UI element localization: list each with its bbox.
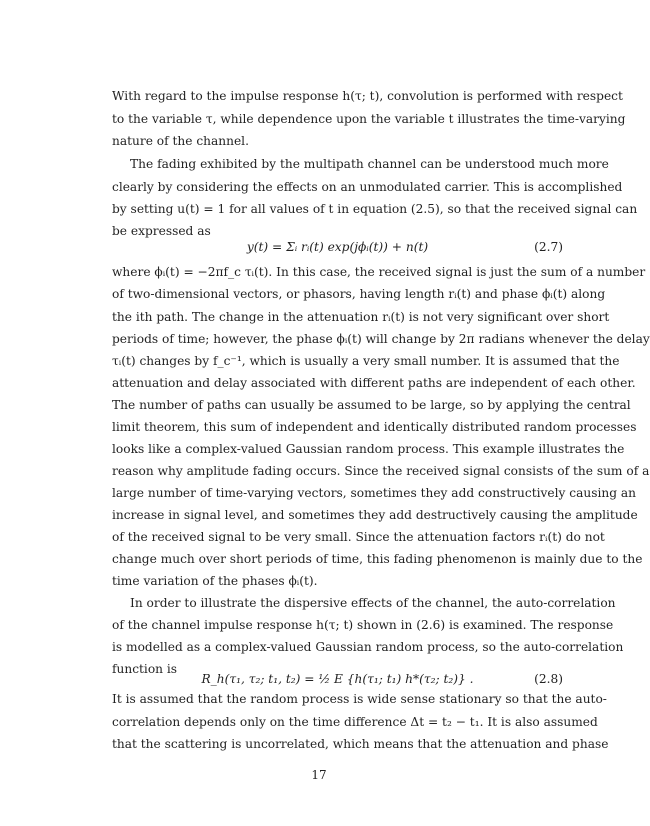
equation-number: (2.8) [534, 672, 563, 686]
text-line: function is [112, 662, 178, 676]
text-line: of the channel impulse response h(τ; t) shown in (2.6) is examined. The response [112, 618, 614, 632]
equation-body: y(t) = Σᵢ rᵢ(t) exp(jϕᵢ(t)) + n(t) [246, 240, 429, 254]
text-line: nature of the channel. [112, 134, 249, 148]
text-line: to the variable τ, while dependence upon the variable t illustrates the time-varying [112, 112, 626, 126]
text-line: of the received signal to be very small. Since the attenuation factors rᵢ(t) do not [112, 530, 605, 544]
text-line: change much over short periods of time, this fading phenomenon is mainly due to the [112, 552, 643, 566]
text-line: It is assumed that the random process is wide sense stationary so that the auto- [112, 692, 607, 706]
text-line: time variation of the phases ϕᵢ(t). [112, 574, 318, 588]
text-line: attenuation and delay associated with different paths are independent of each other. [112, 376, 636, 390]
text-line: τᵢ(t) changes by f_c⁻¹, which is usually a very small number. It is assumed that the [112, 354, 620, 368]
text-line: where ϕᵢ(t) = −2πf_c τᵢ(t). In this case, the received signal is just the sum of a number [112, 265, 646, 279]
text-line: The fading exhibited by the multipath channel can be understood much more [130, 157, 609, 171]
equation-body: R_h(τ₁, τ₂; t₁, t₂) = ½ E {h(τ₁; t₁) h*(τ₂; t₂)} . [201, 672, 474, 686]
text-line: that the scattering is uncorrelated, which means that the attenuation and phase [112, 737, 609, 751]
text-line: With regard to the impulse response h(τ; t), convolution is performed with respect [112, 89, 623, 103]
text-line: the ith path. The change in the attenuation rᵢ(t) is not very significant over short [112, 310, 610, 324]
text-line: correlation depends only on the time difference Δt = t₂ − t₁. It is also assumed [112, 715, 598, 729]
text-line: large number of time-varying vectors, sometimes they add constructively causing an [112, 486, 636, 500]
text-line: limit theorem, this sum of independent and identically distributed random processes [112, 420, 637, 434]
text-line: is modelled as a complex-valued Gaussian random process, so the auto-correlation [112, 640, 624, 654]
text-line: periods of time; however, the phase ϕᵢ(t) will change by 2π radians whenever the delay [112, 332, 650, 346]
equation-2-7 [112, 236, 563, 264]
text-line: by setting u(t) = 1 for all values of t in equation (2.5), so that the received signal can [112, 202, 638, 216]
equation-number: (2.7) [534, 240, 563, 254]
text-line: looks like a complex-valued Gaussian random process. This example illustrates the [112, 442, 625, 456]
text-line: clearly by considering the effects on an unmodulated carrier. This is accomplished [112, 180, 623, 194]
text-line: The number of paths can usually be assumed to be large, so by applying the central [112, 398, 631, 412]
text-line: In order to illustrate the dispersive effects of the channel, the auto-correlation [130, 596, 616, 610]
text-line: increase in signal level, and sometimes they add destructively causing the amplitude [112, 508, 638, 522]
text-line: of two-dimensional vectors, or phasors, having length rᵢ(t) and phase ϕᵢ(t) along [112, 287, 606, 301]
page-number: 17 [311, 768, 327, 782]
text-line: be expressed as [112, 224, 211, 238]
text-line: reason why amplitude fading occurs. Since the received signal consists of the sum of a [112, 464, 650, 478]
